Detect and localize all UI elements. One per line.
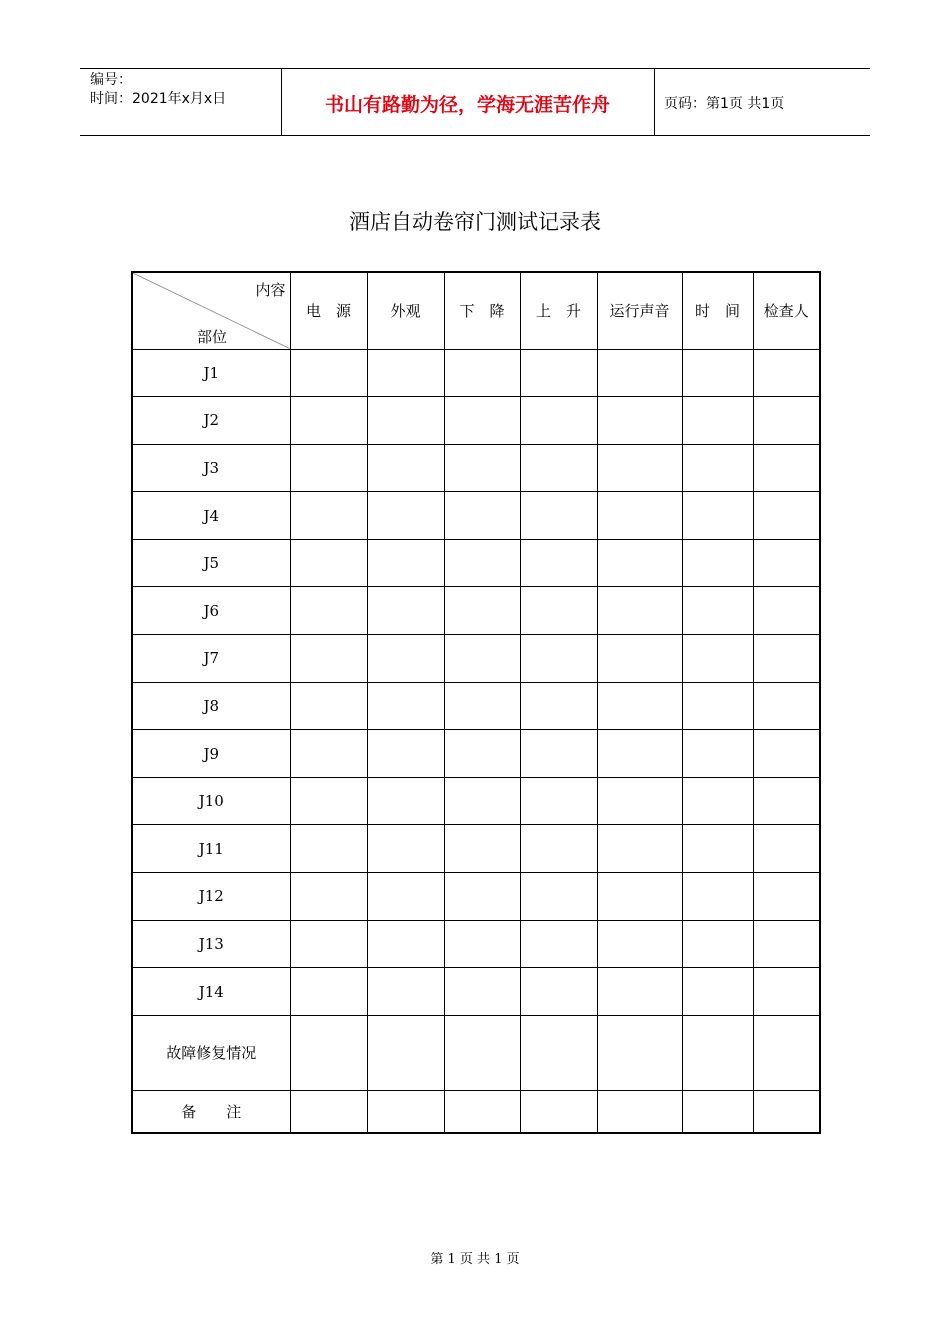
table-cell[interactable] [597, 920, 682, 968]
table-cell[interactable] [597, 825, 682, 873]
page-footer: 第 1 页 共 1 页 [430, 1252, 520, 1267]
table-cell[interactable] [290, 587, 367, 635]
table-cell[interactable] [597, 1015, 682, 1090]
table-cell[interactable] [367, 825, 444, 873]
table-cell[interactable] [597, 635, 682, 683]
table-cell[interactable] [367, 682, 444, 730]
table-cell[interactable] [444, 873, 520, 921]
table-cell[interactable] [520, 730, 597, 778]
fault-repair-row [132, 1015, 820, 1090]
table-cell[interactable] [753, 635, 820, 683]
header-meta [90, 71, 226, 109]
table-cell[interactable] [290, 873, 367, 921]
table-cell[interactable] [367, 492, 444, 540]
table-cell[interactable] [444, 397, 520, 445]
table-cell[interactable] [520, 587, 597, 635]
part-label: J6 [132, 587, 290, 635]
part-label: J7 [132, 635, 290, 683]
table-cell[interactable] [597, 587, 682, 635]
column-header: 电 源 [290, 272, 367, 349]
table-cell[interactable] [753, 873, 820, 921]
table-cell[interactable] [444, 1015, 520, 1090]
table-cell[interactable] [753, 349, 820, 397]
table-cell[interactable] [682, 1090, 753, 1133]
table-cell[interactable] [597, 873, 682, 921]
table-row [132, 397, 820, 445]
table-cell[interactable] [444, 1090, 520, 1133]
table-cell[interactable] [444, 587, 520, 635]
part-label: J8 [132, 682, 290, 730]
header-divider-right [654, 68, 655, 135]
table-cell[interactable] [444, 777, 520, 825]
table-cell[interactable] [444, 444, 520, 492]
corner-bottom-label: 部位 [197, 327, 228, 346]
table-cell[interactable] [444, 968, 520, 1016]
corner-top-label: 内容 [255, 281, 286, 299]
column-header: 运行声音 [597, 272, 682, 349]
table-cell[interactable] [597, 539, 682, 587]
table-cell[interactable] [367, 587, 444, 635]
table-cell[interactable] [753, 1090, 820, 1133]
table-row [132, 635, 820, 683]
table-cell[interactable] [753, 968, 820, 1016]
table-cell[interactable] [597, 968, 682, 1016]
table-cell[interactable] [753, 777, 820, 825]
table-cell[interactable] [753, 587, 820, 635]
column-header: 检查人 [753, 272, 820, 349]
part-label: J4 [132, 492, 290, 540]
fault-repair-label: 故障修复情况 [132, 1015, 290, 1090]
table-cell[interactable] [290, 777, 367, 825]
table-cell[interactable] [682, 397, 753, 445]
table-cell[interactable] [520, 397, 597, 445]
table-cell[interactable] [367, 920, 444, 968]
table-cell[interactable] [444, 920, 520, 968]
table-cell[interactable] [753, 1015, 820, 1090]
table-cell[interactable] [597, 349, 682, 397]
table-cell[interactable] [290, 635, 367, 683]
table-cell[interactable] [682, 968, 753, 1016]
table-cell[interactable] [682, 873, 753, 921]
table-cell[interactable] [290, 920, 367, 968]
table-row [132, 539, 820, 587]
table-cell[interactable] [682, 587, 753, 635]
table-cell[interactable] [367, 730, 444, 778]
header-page-info: 页码：第1页 共1页 [664, 96, 785, 112]
table-cell[interactable] [367, 444, 444, 492]
table-cell[interactable] [682, 1015, 753, 1090]
part-label: J3 [132, 444, 290, 492]
table-row [132, 492, 820, 540]
table-cell[interactable] [682, 777, 753, 825]
table-row [132, 682, 820, 730]
number-label: 编号： [90, 72, 132, 88]
part-label: J10 [132, 777, 290, 825]
table-cell[interactable] [290, 539, 367, 587]
table-cell[interactable] [290, 397, 367, 445]
table-cell[interactable] [520, 920, 597, 968]
table-cell[interactable] [444, 349, 520, 397]
table-cell[interactable] [520, 635, 597, 683]
header-bottom-rule [80, 135, 870, 136]
table-cell[interactable] [520, 777, 597, 825]
part-label: J1 [132, 349, 290, 397]
table-cell[interactable] [290, 1015, 367, 1090]
table-cell[interactable] [753, 444, 820, 492]
table-cell[interactable] [597, 682, 682, 730]
table-cell[interactable] [290, 349, 367, 397]
table-cell[interactable] [597, 444, 682, 492]
table-cell[interactable] [367, 777, 444, 825]
table-row [132, 444, 820, 492]
table-cell[interactable] [520, 825, 597, 873]
part-label: J12 [132, 873, 290, 921]
table-cell[interactable] [520, 682, 597, 730]
table-cell[interactable] [444, 635, 520, 683]
table-cell[interactable] [682, 444, 753, 492]
table-row [132, 825, 820, 873]
table-cell[interactable] [753, 682, 820, 730]
table-cell[interactable] [682, 682, 753, 730]
table-cell[interactable] [367, 539, 444, 587]
table-cell[interactable] [597, 730, 682, 778]
table-row [132, 349, 820, 397]
table-cell[interactable] [520, 1015, 597, 1090]
table-cell[interactable] [444, 539, 520, 587]
table-row [132, 920, 820, 968]
table-cell[interactable] [367, 349, 444, 397]
table-cell[interactable] [597, 777, 682, 825]
table-cell[interactable] [520, 873, 597, 921]
column-header: 外观 [367, 272, 444, 349]
table-cell[interactable] [682, 825, 753, 873]
table-cell[interactable] [290, 444, 367, 492]
table-cell[interactable] [682, 492, 753, 540]
table-cell[interactable] [682, 635, 753, 683]
remarks-label: 备 注 [132, 1090, 290, 1133]
table-cell[interactable] [520, 492, 597, 540]
table-cell[interactable] [367, 1090, 444, 1133]
table-row [132, 730, 820, 778]
part-label: J11 [132, 825, 290, 873]
table-cell[interactable] [520, 968, 597, 1016]
table-header-row [132, 272, 820, 349]
table-cell[interactable] [367, 1015, 444, 1090]
corner-header-cell [132, 272, 290, 349]
table-cell[interactable] [597, 397, 682, 445]
column-header: 下 降 [444, 272, 520, 349]
table-cell[interactable] [682, 349, 753, 397]
document-title: 酒店自动卷帘门测试记录表 [349, 210, 601, 234]
header-motto: 书山有路勤为径，学海无涯苦作舟 [324, 94, 610, 116]
table-cell[interactable] [290, 682, 367, 730]
part-label: J13 [132, 920, 290, 968]
table-cell[interactable] [520, 1090, 597, 1133]
table-cell[interactable] [367, 635, 444, 683]
column-header: 时 间 [682, 272, 753, 349]
table-cell[interactable] [682, 539, 753, 587]
table-cell[interactable] [290, 492, 367, 540]
remarks-row [132, 1090, 820, 1133]
table-cell[interactable] [367, 968, 444, 1016]
date-label: 时间：2021年x月x日 [90, 91, 227, 107]
table-cell[interactable] [367, 873, 444, 921]
table-cell[interactable] [753, 492, 820, 540]
table-row [132, 968, 820, 1016]
part-label: J5 [132, 539, 290, 587]
table-row [132, 587, 820, 635]
table-cell[interactable] [520, 444, 597, 492]
table-cell[interactable] [682, 920, 753, 968]
column-header: 上 升 [520, 272, 597, 349]
table-cell[interactable] [290, 730, 367, 778]
table-cell[interactable] [520, 539, 597, 587]
table-cell[interactable] [597, 1090, 682, 1133]
table-cell[interactable] [444, 730, 520, 778]
table-cell[interactable] [290, 968, 367, 1016]
table-cell[interactable] [753, 920, 820, 968]
record-table [131, 271, 821, 1134]
table-cell[interactable] [753, 825, 820, 873]
part-label: J2 [132, 397, 290, 445]
table-cell[interactable] [290, 825, 367, 873]
table-cell[interactable] [367, 397, 444, 445]
table-row [132, 873, 820, 921]
part-label: J9 [132, 730, 290, 778]
table-row [132, 777, 820, 825]
table-cell[interactable] [753, 397, 820, 445]
table-cell[interactable] [682, 730, 753, 778]
header-top-rule [80, 68, 870, 69]
table-cell[interactable] [597, 492, 682, 540]
table-cell[interactable] [520, 349, 597, 397]
table-cell[interactable] [290, 1090, 367, 1133]
part-label: J14 [132, 968, 290, 1016]
table-cell[interactable] [444, 682, 520, 730]
table-cell[interactable] [753, 539, 820, 587]
table-body [132, 349, 820, 1133]
table-cell[interactable] [444, 825, 520, 873]
table-cell[interactable] [444, 492, 520, 540]
table-cell[interactable] [753, 730, 820, 778]
